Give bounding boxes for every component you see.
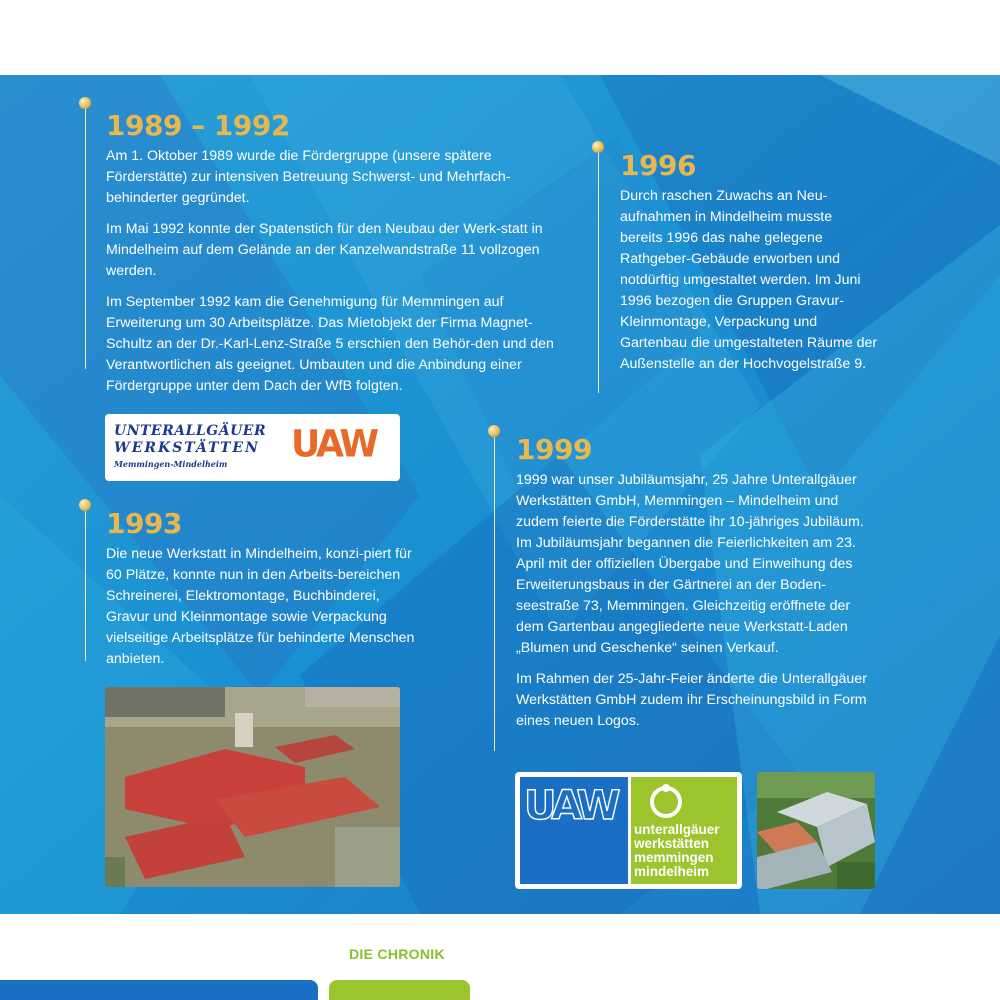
timeline-line <box>494 437 495 751</box>
bottom-tab-blue <box>0 980 318 1000</box>
entry-paragraph: Im Mai 1992 konnte der Spatenstich für den Neubau der Werk-statt in Mindelheim auf dem Gelände an der Kanzelwandstraße 11 vollzogen werden. <box>106 221 543 279</box>
new-logo-line1: unterallgäuer <box>634 822 720 837</box>
old-logo-mark: UAW <box>291 422 377 467</box>
old-logo-line2: WERKSTÄTTEN <box>114 440 260 456</box>
bottom-tab-green <box>329 980 470 1000</box>
timeline-dot <box>79 499 91 511</box>
section-label: DIE CHRONIK <box>349 946 445 962</box>
old-logo-line1: UNTERALLGÄUER <box>114 423 267 439</box>
new-logo-line3: memmingen <box>634 850 714 865</box>
new-logo-line2: werkstätten <box>634 836 710 851</box>
nursery-aerial-photo <box>757 772 875 889</box>
entry-paragraph: Am 1. Oktober 1989 wurde die Fördergruppe (unsere spätere Förderstätte) zur intensiven Betreuung Schwerst- und Mehrfach-behinderter gegründet. <box>106 148 511 206</box>
new-logo-line4: mindelheim <box>634 864 710 879</box>
top-margin <box>0 0 1000 75</box>
entry-year: 1996 <box>620 149 696 182</box>
new-logo-card <box>515 772 742 889</box>
entry-paragraph: Die neue Werkstatt in Mindelheim, konzi-piert für 60 Plätze, konnte nun in den Arbeits-bereichen Schreinerei, Elektromontage, Buchbinderei, Gravur und Kleinmontage sowie Verpackung vielseitige Arbeitsplätze für behinderte Menschen anbieten. <box>106 546 415 667</box>
timeline-dot <box>488 425 500 437</box>
timeline-line <box>85 109 86 369</box>
timeline-dot <box>592 141 604 153</box>
timeline-dot <box>79 97 91 109</box>
new-logo-blue-block <box>520 777 628 884</box>
entry-1993 <box>106 507 421 680</box>
entry-paragraph: Im Jubiläumsjahr begannen die Feierlichkeiten am 23. April mit der offiziellen Übergabe und Einweihung des Erweiterungsbaus in der Gärtnerei an der Boden-seestraße 73, Memmingen. Gleichzeitig eröffnete der dem Gartenbau angegliederte neue Werkstatt-Laden „Blumen und Geschenke“ seinen Verkauf. <box>516 535 856 656</box>
entry-year: 1999 <box>516 433 592 466</box>
entry-paragraph: Durch raschen Zuwachs an Neu-aufnahmen in Mindelheim musste bereits 1996 das nahe gelegene Rathgeber-Gebäude erworben und notdürftig umgestaltet werden. Im Juni 1996 bezogen die Gruppen Gravur-Kleinmontage, Verpackung und Gartenbau die umgestalteten Räume der Außenstelle an der Hochvogelstraße 9. <box>620 188 878 372</box>
person-circle-icon <box>646 780 686 820</box>
new-logo-green-block <box>631 777 737 884</box>
entry-paragraph: Im September 1992 kam die Genehmigung für Memmingen auf Erweiterung um 30 Arbeitsplätze. Das Mietobjekt der Firma Magnet-Schultz an der Dr.-Karl-Lenz-Straße 5 erschien den Behör-den und den Verantwortlichen als geeignet. Umbauten und die Anbindung einer Fördergruppe unter dem Dach der WfB folgten. <box>106 294 554 394</box>
entry-year: 1993 <box>106 507 182 540</box>
entry-1989-1992 <box>106 109 561 407</box>
timeline-line <box>598 153 599 393</box>
entry-1996 <box>620 149 878 385</box>
old-logo-card <box>105 414 400 481</box>
entry-paragraph: 1999 war unser Jubiläumsjahr, 25 Jahre Unterallgäuer Werkstätten GmbH, Memmingen – Mindelheim und zudem feierte die Förderstätte ihr 10-jähriges Jubiläum. <box>516 472 864 530</box>
building-aerial-photo <box>105 687 400 887</box>
entry-year: 1989 – 1992 <box>106 109 290 142</box>
timeline-line <box>85 511 86 661</box>
chronicle-panel <box>0 75 1000 914</box>
old-logo-line3: Memmingen-Mindelheim <box>114 459 228 469</box>
entry-1999 <box>516 433 878 742</box>
entry-paragraph: Im Rahmen der 25-Jahr-Feier änderte die Unterallgäuer Werkstätten GmbH zudem ihr Erscheinungsbild in Form eines neuen Logos. <box>516 671 867 729</box>
new-logo-mark: UAW <box>524 783 617 829</box>
